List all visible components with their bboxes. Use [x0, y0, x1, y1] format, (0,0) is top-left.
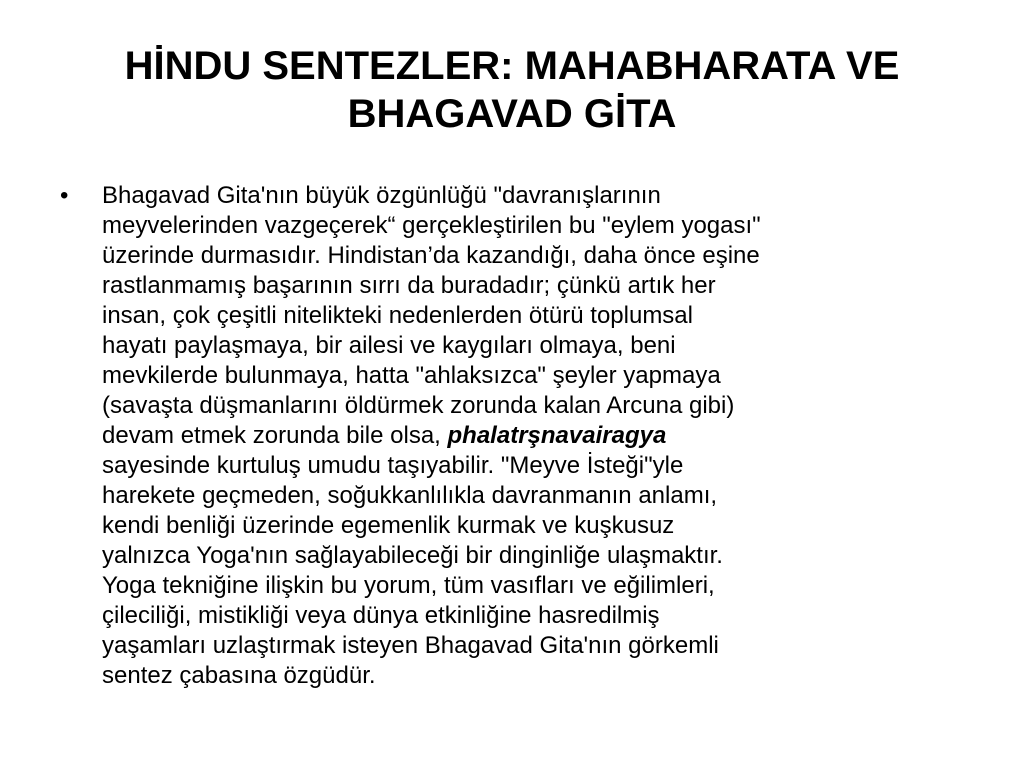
emphasis-term: phalatrşnavairagya	[447, 422, 667, 449]
paragraph-line: rastlanmamış başarının sırrı da buradadır; çünkü artık her	[102, 272, 716, 299]
bullet-paragraph	[102, 181, 980, 691]
slide-content	[60, 181, 980, 691]
paragraph-line: mevkilerde bulunmaya, hatta "ahlaksızca" şeyler yapmaya	[102, 362, 721, 389]
bullet-marker: •	[60, 182, 69, 209]
slide-title	[40, 42, 984, 138]
paragraph-line: kendi benliği üzerinde egemenlik kurmak ve kuşkusuz	[102, 512, 675, 539]
paragraph-line: yalnızca Yoga'nın sağlayabileceği bir dinginliğe ulaşmaktır.	[102, 542, 723, 569]
paragraph-line: sentez çabasına özgüdür.	[102, 662, 376, 689]
paragraph-line: üzerinde durmasıdır. Hindistan’da kazandığı, daha önce eşine	[102, 242, 760, 269]
paragraph-line: meyvelerinden vazgeçerek“ gerçekleştirilen bu "eylem yogası"	[102, 212, 761, 239]
paragraph-line-text: devam etmek zorunda bile olsa,	[102, 422, 448, 449]
paragraph-line: Bhagavad Gita'nın büyük özgünlüğü "davranışlarının	[102, 182, 661, 209]
paragraph-line-with-emphasis	[102, 421, 980, 451]
paragraph-line: harekete geçmeden, soğukkanlılıkla davranmanın anlamı,	[102, 482, 718, 509]
bullet-item	[60, 181, 980, 691]
paragraph-line: yaşamları uzlaştırmak isteyen Bhagavad Gita'nın görkemli	[102, 632, 719, 659]
paragraph-line: sayesinde kurtuluş umudu taşıyabilir. "Meyve İsteği"yle	[102, 452, 684, 479]
paragraph-line: hayatı paylaşmaya, bir ailesi ve kaygıları olmaya, beni	[102, 332, 676, 359]
paragraph-line: (savaşta düşmanlarını öldürmek zorunda kalan Arcuna gibi)	[102, 392, 735, 419]
paragraph-line: insan, çok çeşitli nitelikteki nedenlerden ötürü toplumsal	[102, 302, 693, 329]
paragraph-line: çileciliği, mistikliği veya dünya etkinliğine hasredilmiş	[102, 602, 660, 629]
paragraph-line: Yoga tekniğine ilişkin bu yorum, tüm vasıfları ve eğilimleri,	[102, 572, 715, 599]
title-line-2: BHAGAVAD GİTA	[347, 92, 677, 136]
title-line-1: HİNDU SENTEZLER: MAHABHARATA VE	[124, 44, 900, 88]
